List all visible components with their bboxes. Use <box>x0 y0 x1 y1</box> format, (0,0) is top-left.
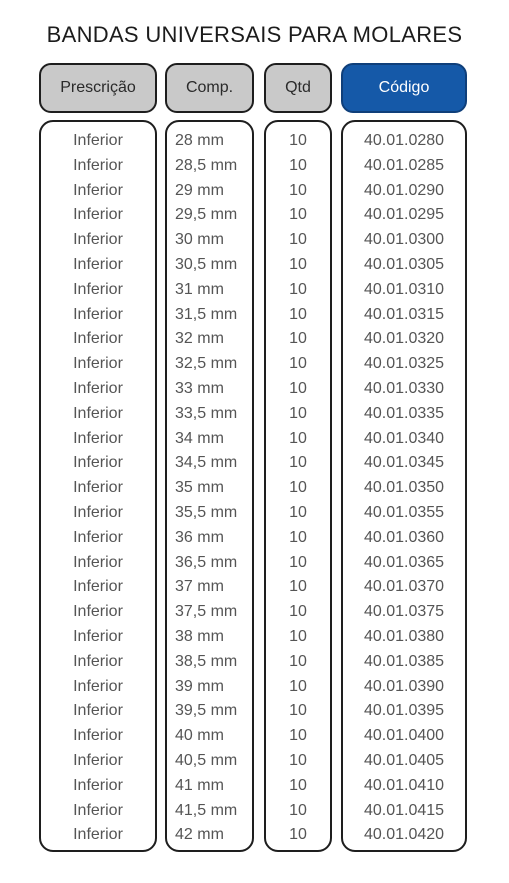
cell-qtd: 10 <box>289 429 307 447</box>
cell-prescricao: Inferior <box>73 429 123 447</box>
cell-comp: 37 mm <box>175 578 224 596</box>
cell-codigo: 40.01.0415 <box>363 801 445 819</box>
cell-comp: 31 mm <box>175 280 224 298</box>
cell-codigo: 40.01.0305 <box>363 255 445 273</box>
cell-prescricao: Inferior <box>73 379 123 397</box>
cell-prescricao: Inferior <box>73 305 123 323</box>
cell-prescricao: Inferior <box>73 255 123 273</box>
cell-codigo: 40.01.0375 <box>363 603 445 621</box>
cell-comp: 34,5 mm <box>175 454 238 472</box>
cell-prescricao: Inferior <box>73 727 123 745</box>
cell-prescricao: Inferior <box>73 280 123 298</box>
cell-codigo: 40.01.0390 <box>363 677 445 695</box>
cell-prescricao: Inferior <box>73 627 123 645</box>
cell-qtd: 10 <box>289 627 307 645</box>
cell-codigo: 40.01.0285 <box>363 156 445 174</box>
cell-comp: 32 mm <box>175 330 224 348</box>
cell-codigo: 40.01.0335 <box>363 404 445 422</box>
cell-prescricao: Inferior <box>73 156 123 174</box>
cell-qtd: 10 <box>289 355 307 373</box>
cell-comp: 39,5 mm <box>175 702 238 720</box>
column-qtd <box>264 120 332 852</box>
cell-qtd: 10 <box>289 578 307 596</box>
cell-codigo: 40.01.0315 <box>363 305 445 323</box>
cell-comp: 41 mm <box>175 776 224 794</box>
cell-comp: 28 mm <box>175 132 224 149</box>
cell-qtd: 10 <box>289 603 307 621</box>
cell-comp: 33 mm <box>175 379 224 397</box>
cell-prescricao: Inferior <box>73 503 123 521</box>
cell-prescricao: Inferior <box>73 132 123 149</box>
cell-codigo: 40.01.0400 <box>363 727 445 745</box>
cell-prescricao: Inferior <box>73 677 123 695</box>
cell-qtd: 10 <box>289 132 307 149</box>
cell-codigo: 40.01.0420 <box>363 826 445 844</box>
cell-comp: 35 mm <box>175 479 224 497</box>
cell-qtd: 10 <box>289 677 307 695</box>
cell-comp: 36,5 mm <box>175 553 238 571</box>
cell-prescricao: Inferior <box>73 578 123 596</box>
cell-qtd: 10 <box>289 181 307 199</box>
cell-qtd: 10 <box>289 404 307 422</box>
cell-prescricao: Inferior <box>73 479 123 497</box>
header-codigo: Código <box>341 63 467 113</box>
cell-comp: 39 mm <box>175 677 224 695</box>
cell-codigo: 40.01.0395 <box>363 702 445 720</box>
cell-qtd: 10 <box>289 280 307 298</box>
cell-qtd: 10 <box>289 826 307 844</box>
page-title: BANDAS UNIVERSAIS PARA MOLARES <box>46 22 463 47</box>
cell-comp: 28,5 mm <box>175 156 238 174</box>
column-comp <box>165 120 254 852</box>
cell-qtd: 10 <box>289 156 307 174</box>
cell-comp: 37,5 mm <box>175 603 238 621</box>
cell-comp: 42 mm <box>175 826 224 844</box>
cell-prescricao: Inferior <box>73 528 123 546</box>
cell-qtd: 10 <box>289 231 307 249</box>
column-prescricao <box>39 120 157 852</box>
cell-prescricao: Inferior <box>73 702 123 720</box>
cell-qtd: 10 <box>289 553 307 571</box>
cell-qtd: 10 <box>289 454 307 472</box>
cell-codigo: 40.01.0350 <box>363 479 445 497</box>
cell-qtd: 10 <box>289 652 307 670</box>
cell-prescricao: Inferior <box>73 330 123 348</box>
cell-prescricao: Inferior <box>73 826 123 844</box>
cell-comp: 31,5 mm <box>175 305 238 323</box>
cell-qtd: 10 <box>289 305 307 323</box>
cell-qtd: 10 <box>289 801 307 819</box>
cell-prescricao: Inferior <box>73 454 123 472</box>
cell-prescricao: Inferior <box>73 181 123 199</box>
header-prescricao: Prescrição <box>39 63 157 113</box>
cell-comp: 29 mm <box>175 181 224 199</box>
cell-codigo: 40.01.0330 <box>363 379 445 397</box>
cell-qtd: 10 <box>289 528 307 546</box>
cell-qtd: 10 <box>289 379 307 397</box>
cell-qtd: 10 <box>289 702 307 720</box>
cell-codigo: 40.01.0310 <box>363 280 445 298</box>
cell-codigo: 40.01.0365 <box>363 553 445 571</box>
cell-prescricao: Inferior <box>73 355 123 373</box>
cell-qtd: 10 <box>289 255 307 273</box>
cell-comp: 38 mm <box>175 627 224 645</box>
header-qtd: Qtd <box>264 63 332 113</box>
cell-qtd: 10 <box>289 727 307 745</box>
cell-qtd: 10 <box>289 479 307 497</box>
cell-prescricao: Inferior <box>73 652 123 670</box>
cell-codigo: 40.01.0300 <box>363 231 445 249</box>
cell-prescricao: Inferior <box>73 553 123 571</box>
cell-prescricao: Inferior <box>73 751 123 769</box>
cell-comp: 32,5 mm <box>175 355 238 373</box>
cell-comp: 36 mm <box>175 528 224 546</box>
cell-codigo: 40.01.0405 <box>363 751 445 769</box>
cell-comp: 30 mm <box>175 231 224 249</box>
cell-prescricao: Inferior <box>73 801 123 819</box>
cell-codigo: 40.01.0385 <box>363 652 445 670</box>
cell-comp: 34 mm <box>175 429 224 447</box>
cell-codigo: 40.01.0320 <box>363 330 445 348</box>
cell-prescricao: Inferior <box>73 404 123 422</box>
cell-prescricao: Inferior <box>73 206 123 224</box>
cell-prescricao: Inferior <box>73 603 123 621</box>
cell-codigo: 40.01.0380 <box>363 627 445 645</box>
cell-codigo: 40.01.0370 <box>363 578 445 596</box>
cell-comp: 40,5 mm <box>175 751 238 769</box>
cell-qtd: 10 <box>289 206 307 224</box>
cell-comp: 40 mm <box>175 727 224 745</box>
cell-codigo: 40.01.0345 <box>363 454 445 472</box>
cell-codigo: 40.01.0355 <box>363 503 445 521</box>
cell-codigo: 40.01.0295 <box>363 206 445 224</box>
cell-comp: 41,5 mm <box>175 801 238 819</box>
cell-codigo: 40.01.0360 <box>363 528 445 546</box>
header-comp: Comp. <box>165 63 254 113</box>
cell-codigo: 40.01.0280 <box>363 132 445 149</box>
cell-qtd: 10 <box>289 751 307 769</box>
cell-comp: 30,5 mm <box>175 255 238 273</box>
cell-prescricao: Inferior <box>73 231 123 249</box>
cell-qtd: 10 <box>289 776 307 794</box>
cell-prescricao: Inferior <box>73 776 123 794</box>
column-codigo <box>341 120 467 852</box>
cell-qtd: 10 <box>289 330 307 348</box>
cell-codigo: 40.01.0410 <box>363 776 445 794</box>
cell-codigo: 40.01.0325 <box>363 355 445 373</box>
cell-codigo: 40.01.0290 <box>363 181 445 199</box>
cell-comp: 38,5 mm <box>175 652 238 670</box>
cell-qtd: 10 <box>289 503 307 521</box>
cell-comp: 33,5 mm <box>175 404 238 422</box>
cell-comp: 29,5 mm <box>175 206 238 224</box>
cell-comp: 35,5 mm <box>175 503 238 521</box>
cell-codigo: 40.01.0340 <box>363 429 445 447</box>
